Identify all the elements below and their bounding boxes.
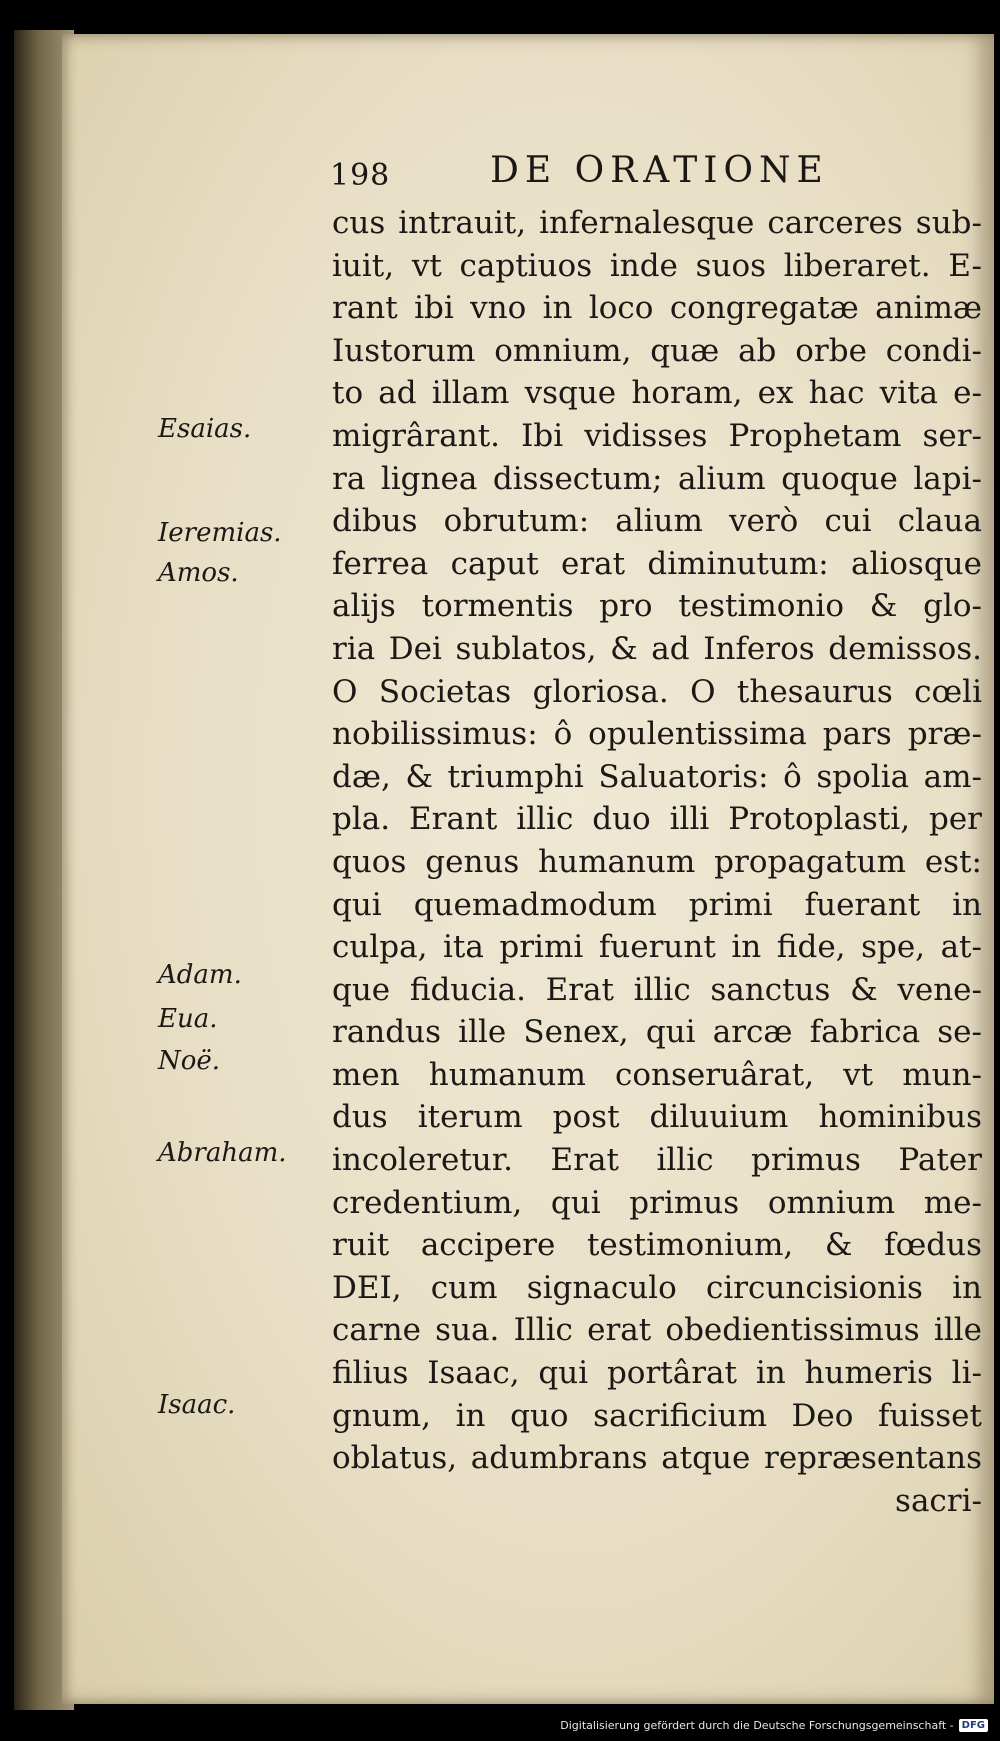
- text-line: gnum, in quo sacrificium Deo fuisset: [332, 1397, 982, 1434]
- running-head: DE ORATIONE: [490, 150, 829, 191]
- text-line: culpa, ita primi fuerunt in fide, spe, at-: [332, 929, 982, 966]
- text-line: alijs tormentis pro testimonio & glo-: [332, 588, 982, 625]
- text-line: filius Isaac, qui portârat in humeris li-: [332, 1355, 982, 1392]
- margin-note-isaac: Isaac.: [158, 1390, 236, 1420]
- text-line: dus iterum post diluuium hominibus: [332, 1099, 982, 1136]
- dfg-logo-icon: DFG: [959, 1719, 988, 1732]
- margin-note-abraham: Abraham.: [158, 1138, 287, 1168]
- text-line: que fiducia. Erat illic sanctus & vene-: [332, 971, 982, 1008]
- page-number: 198: [330, 158, 391, 193]
- text-line: ferrea caput erat diminutum: aliosque: [332, 545, 982, 582]
- text-line: quos genus humanum propagatum est:: [332, 843, 982, 880]
- text-line: iuit, vt captiuos inde suos liberaret. E-: [332, 247, 982, 284]
- text-line: Iustorum omnium, quæ ab orbe condi-: [332, 332, 982, 369]
- text-line: randus ille Senex, qui arcæ fabrica se-: [332, 1014, 982, 1051]
- text-line: men humanum conseruârat, vt mun-: [332, 1056, 982, 1093]
- text-line: dæ, & triumphi Saluatoris: ô spolia am-: [332, 758, 982, 795]
- footer-credit: Digitalisierung gefördert durch die Deutsche Forschungsgemeinschaft -: [560, 1718, 954, 1732]
- text-line: nobilissimus: ô opulentissima pars præ-: [332, 716, 982, 753]
- margin-note-eua: Eua.: [158, 1004, 218, 1034]
- text-line: dibus obrutum: alium verò cui claua: [332, 503, 982, 540]
- text-line: O Societas gloriosa. O thesaurus cœli: [332, 673, 982, 710]
- page-header: [330, 150, 890, 200]
- text-line: carne sua. Illic erat obedientissimus ille: [332, 1312, 982, 1349]
- text-line: to ad illam vsque horam, ex hac vita e-: [332, 375, 982, 412]
- text-line: ruit accipere testimonium, & fœdus: [332, 1227, 982, 1264]
- digitization-footer: [560, 1715, 988, 1735]
- text-line: incoleretur. Erat illic primus Pater: [332, 1142, 982, 1179]
- text-line: cus intrauit, infernalesque carceres sub-: [332, 205, 982, 241]
- text-line: qui quemadmodum primi fuerant in: [332, 886, 982, 923]
- text-line: migrârant. Ibi vidisses Prophetam ser-: [332, 417, 982, 454]
- margin-note-noe: Noë.: [158, 1046, 221, 1076]
- margin-note-adam: Adam.: [158, 960, 242, 990]
- body-text: [332, 202, 982, 1522]
- text-line: credentium, qui primus omnium me-: [332, 1184, 982, 1221]
- text-line: rant ibi vno in loco congregatæ animæ: [332, 290, 982, 327]
- text-line: ria Dei sublatos, & ad Inferos demissos.: [332, 630, 982, 667]
- text-line: ra lignea dissectum; alium quoque lapi-: [332, 460, 982, 497]
- margin-note-amos: Amos.: [158, 558, 239, 588]
- margin-note-ieremias: Ieremias.: [158, 518, 282, 548]
- text-line: pla. Erant illic duo illi Protoplasti, per: [332, 801, 982, 838]
- catchword: sacri-: [895, 1482, 982, 1519]
- text-line: oblatus, adumbrans atque repræsentans: [332, 1440, 982, 1477]
- margin-note-esaias: Esaias.: [158, 414, 252, 444]
- text-line: DEI, cum signaculo circuncisionis in: [332, 1269, 982, 1306]
